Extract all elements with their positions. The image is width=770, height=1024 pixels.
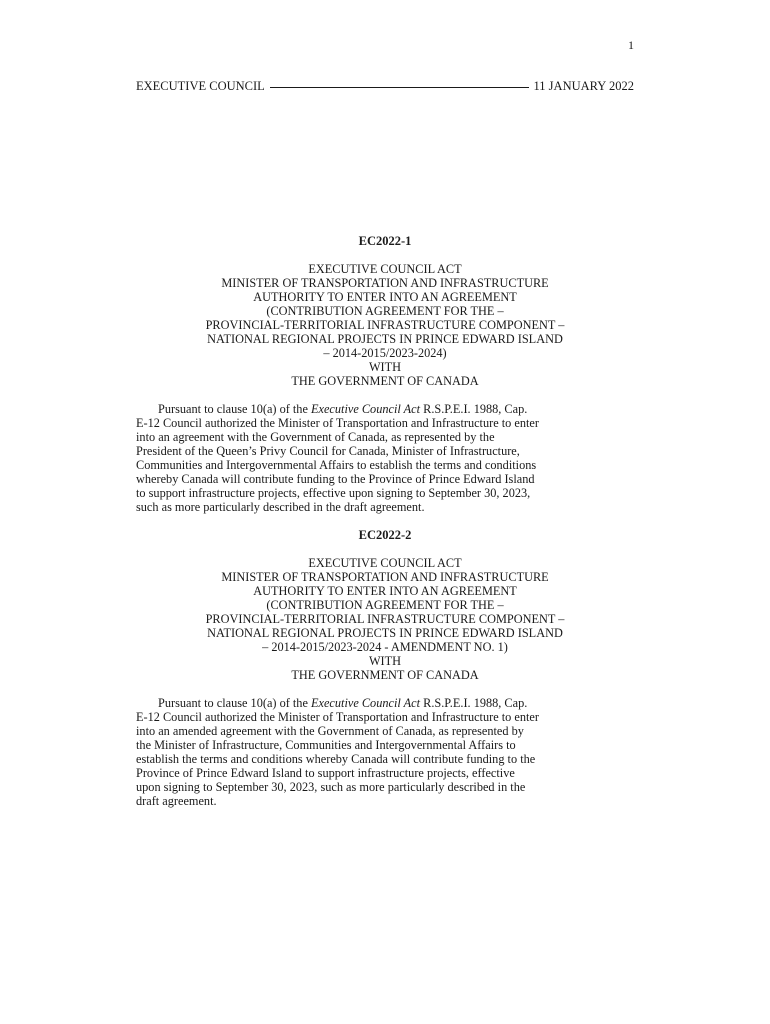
- title-line: THE GOVERNMENT OF CANADA: [291, 374, 479, 388]
- order-number: EC2022-2: [358, 528, 412, 542]
- order-body: [136, 696, 634, 808]
- header-council: EXECUTIVE COUNCIL: [136, 79, 265, 93]
- order-title: [136, 556, 634, 682]
- document-header: [136, 79, 634, 93]
- order-number: EC2022-1: [358, 234, 412, 248]
- title-line: MINISTER OF TRANSPORTATION AND INFRASTRUCTURE: [221, 276, 549, 290]
- body-intro: Pursuant to clause 10(a) of the: [158, 696, 311, 710]
- header-rule: [270, 87, 529, 88]
- page-number: 1: [628, 38, 634, 52]
- order-ec2022-2: [136, 528, 634, 808]
- order-title: [136, 262, 634, 388]
- title-line: MINISTER OF TRANSPORTATION AND INFRASTRUCTURE: [221, 570, 549, 584]
- body-line: establish the terms and conditions whereby Canada will contribute funding to the: [136, 752, 536, 766]
- title-line: (CONTRIBUTION AGREEMENT FOR THE –: [266, 598, 504, 612]
- title-line: THE GOVERNMENT OF CANADA: [291, 668, 479, 682]
- title-line: PROVINCIAL-TERRITORIAL INFRASTRUCTURE COMPONENT –: [205, 318, 565, 332]
- body-line: such as more particularly described in the draft agreement.: [136, 500, 425, 514]
- body-line: whereby Canada will contribute funding to the Province of Prince Edward Island: [136, 472, 535, 486]
- order-ec2022-1: [136, 234, 634, 514]
- body-line: Communities and Intergovernmental Affairs to establish the terms and conditions: [136, 458, 537, 472]
- body-citation: R.S.P.E.I. 1988, Cap.: [420, 696, 528, 710]
- header-date: 11 JANUARY 2022: [533, 79, 634, 93]
- title-line: NATIONAL REGIONAL PROJECTS IN PRINCE EDWARD ISLAND: [207, 332, 563, 346]
- title-line: EXECUTIVE COUNCIL ACT: [308, 556, 462, 570]
- body-line: into an agreement with the Government of Canada, as represented by the: [136, 430, 495, 444]
- body-line: draft agreement.: [136, 794, 217, 808]
- title-line: (CONTRIBUTION AGREEMENT FOR THE –: [266, 304, 504, 318]
- body-line: E-12 Council authorized the Minister of Transportation and Infrastructure to enter: [136, 710, 539, 724]
- body-citation: R.S.P.E.I. 1988, Cap.: [420, 402, 528, 416]
- body-first-line: [136, 696, 634, 710]
- body-line: President of the Queen’s Privy Council for Canada, Minister of Infrastructure,: [136, 444, 520, 458]
- title-line: NATIONAL REGIONAL PROJECTS IN PRINCE EDWARD ISLAND: [207, 626, 563, 640]
- title-line: WITH: [368, 654, 402, 668]
- body-line: into an amended agreement with the Government of Canada, as represented by: [136, 724, 524, 738]
- body-line: the Minister of Infrastructure, Communities and Intergovernmental Affairs to: [136, 738, 516, 752]
- title-line: – 2014-2015/2023-2024): [323, 346, 447, 360]
- body-intro: Pursuant to clause 10(a) of the: [158, 402, 311, 416]
- body-line: Province of Prince Edward Island to support infrastructure projects, effective: [136, 766, 515, 780]
- body-line: E-12 Council authorized the Minister of Transportation and Infrastructure to enter: [136, 416, 539, 430]
- title-line: – 2014-2015/2023-2024 - AMENDMENT NO. 1): [262, 640, 508, 654]
- title-line: AUTHORITY TO ENTER INTO AN AGREEMENT: [253, 290, 517, 304]
- body-first-line: [136, 402, 634, 416]
- title-line: PROVINCIAL-TERRITORIAL INFRASTRUCTURE COMPONENT –: [205, 612, 565, 626]
- body-line: to support infrastructure projects, effective upon signing to September 30, 2023,: [136, 486, 531, 500]
- body-line: upon signing to September 30, 2023, such as more particularly described in the: [136, 780, 526, 794]
- title-line: WITH: [368, 360, 402, 374]
- act-name: Executive Council Act: [311, 696, 421, 710]
- act-name: Executive Council Act: [311, 402, 421, 416]
- title-line: AUTHORITY TO ENTER INTO AN AGREEMENT: [253, 584, 517, 598]
- order-body: [136, 402, 634, 514]
- title-line: EXECUTIVE COUNCIL ACT: [308, 262, 462, 276]
